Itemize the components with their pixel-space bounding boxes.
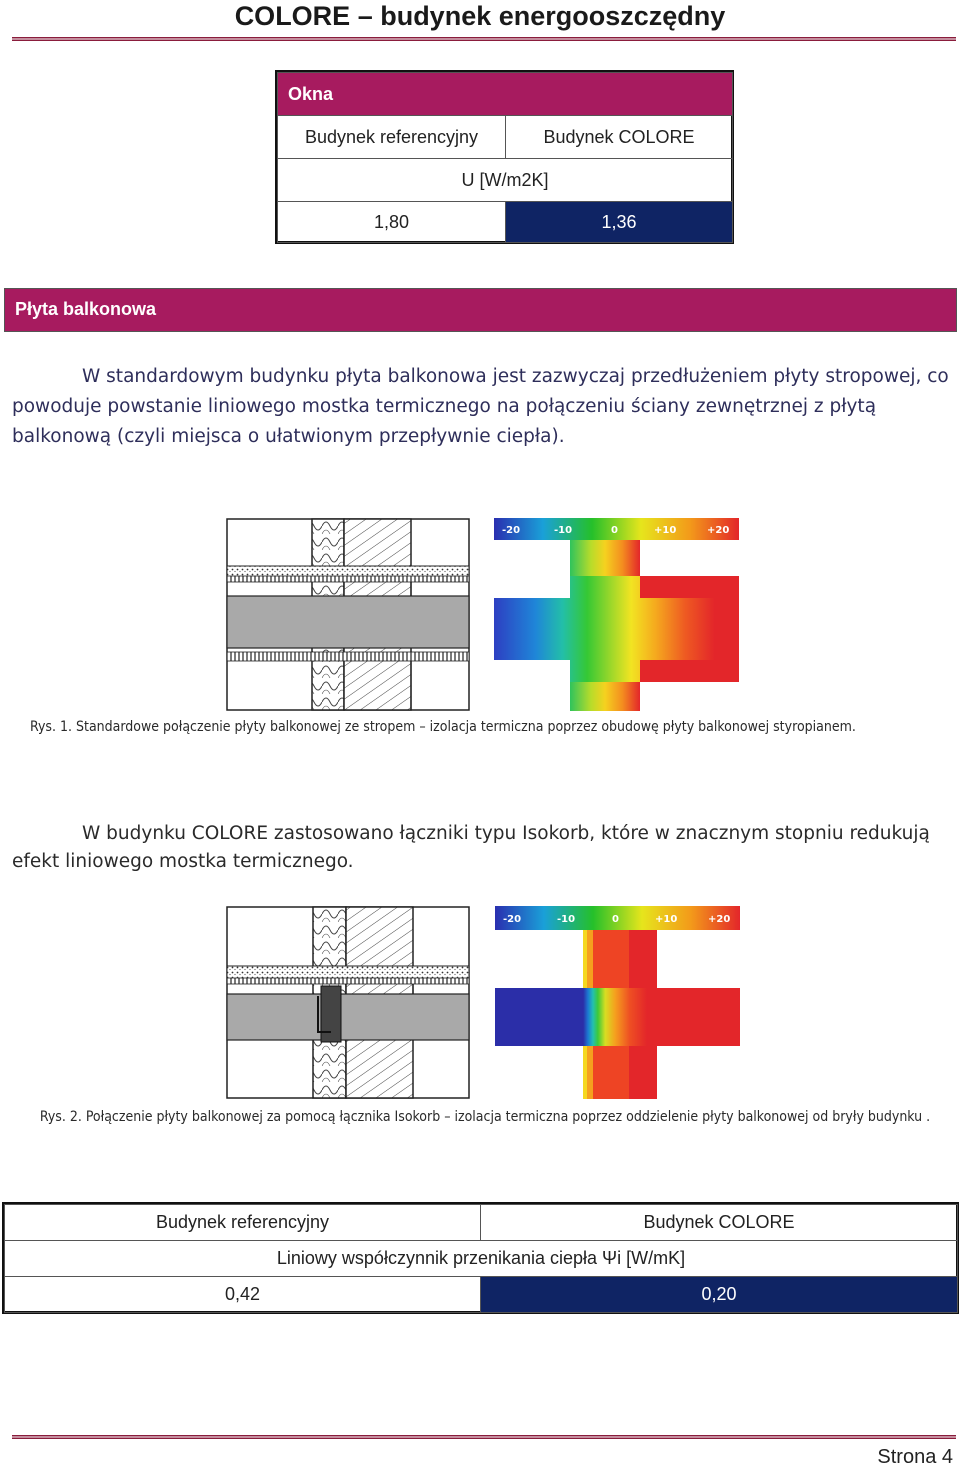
psi-col-reference: Budynek referencyjny [5,1205,481,1241]
windows-table-heading: Okna [278,73,733,116]
psi-value-reference: 0,42 [5,1277,481,1313]
footer-rule [12,1435,956,1439]
figure2-thermal-map [495,906,740,1099]
scale2-label-2: -10 [557,914,576,925]
psi-table [4,1204,958,1313]
psi-value-colore: 0,20 [481,1277,958,1313]
figure1-caption: Rys. 1. Standardowe połączenie płyty balkonowej ze stropem – izolacja termiczna poprzez obudowę płyty balkonowej styropianem. [30,719,856,735]
section-heading-balcony: Płyta balkonowa [4,288,957,332]
scale2-label-5: +20 [708,914,731,925]
windows-col-reference: Budynek referencyjny [278,116,506,159]
scale2-label-3: 0 [612,914,619,925]
document-title: COLORE – budynek energooszczędny [234,1,726,31]
figure1-section-drawing [226,518,470,711]
windows-unit: U [W/m2K] [278,159,733,202]
scale-label-3: 0 [611,525,618,536]
scale-label-4: +10 [654,525,677,536]
figure1-thermal-map [494,518,739,711]
windows-table [277,72,733,243]
figure2-caption: Rys. 2. Połączenie płyty balkonowej za pomocą łącznika Isokorb – izolacja termiczna poprzez oddzielenie płyty balkonowej od bryły budynku . [39,1109,931,1125]
paragraph-isokorb: W budynku COLORE zastosowano łączniki typu Isokorb, które w znacznym stopniu redukują efekt liniowego mostka termicznego. [12,823,930,872]
psi-col-colore: Budynek COLORE [481,1205,958,1241]
scale-label-1: -20 [502,525,521,536]
figure2-section-drawing [226,906,470,1099]
paragraph-standard-balcony: W standardowym budynku płyta balkonowa jest zazwyczaj przedłużeniem płyty stropowej, co powoduje powstanie liniowego mostka termicznego na połączeniu ściany zewnętrznej z płytą balkonową (czyli miejsca o ułatwionym przepływnie ciepła). [12,366,949,447]
scale2-label-4: +10 [655,914,678,925]
windows-value-reference: 1,80 [278,202,506,243]
header-rule [12,37,956,41]
scale-label-2: -10 [554,525,573,536]
scale2-label-1: -20 [503,914,522,925]
psi-unit: Liniowy współczynnik przenikania ciepła Ψi [W/mK] [5,1241,958,1277]
windows-value-colore: 1,36 [506,202,733,243]
windows-col-colore: Budynek COLORE [506,116,733,159]
page-number: Strona 4 [877,1446,953,1468]
scale-label-5: +20 [707,525,730,536]
